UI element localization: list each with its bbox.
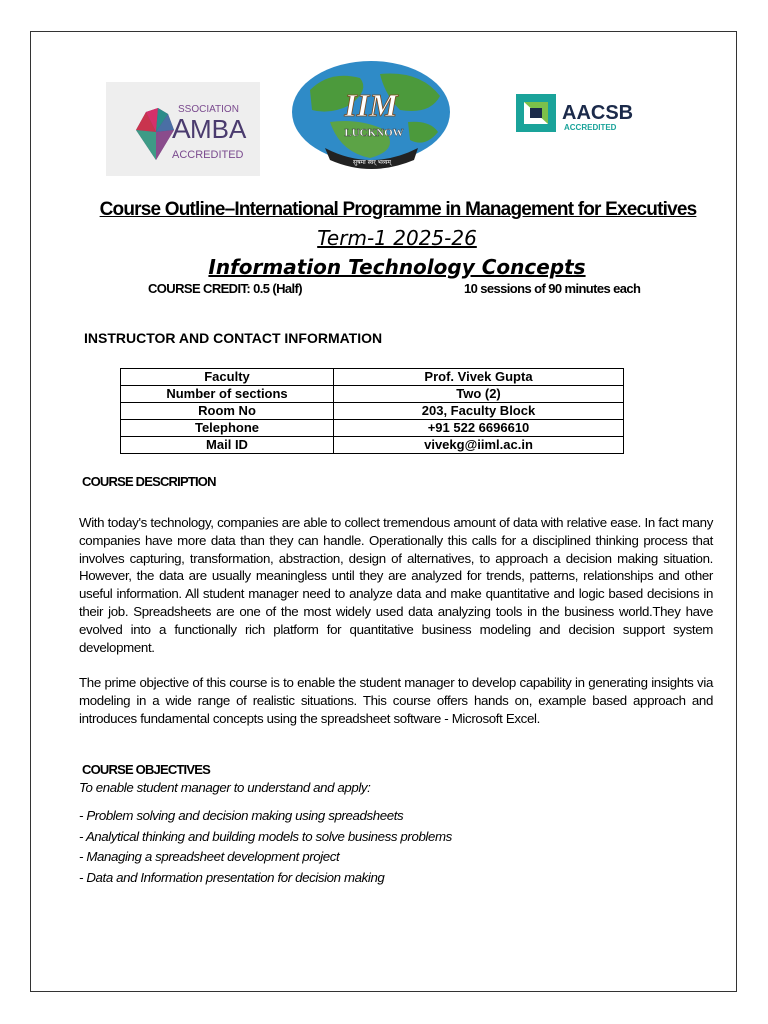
- table-row: [121, 386, 624, 403]
- table-label: Faculty: [121, 369, 334, 386]
- aacsb-name: AACSB: [562, 102, 634, 124]
- table-value: Two (2): [334, 386, 624, 403]
- table-row: [121, 420, 624, 437]
- aacsb-logo: [516, 94, 636, 134]
- iim-motto: सुषमा स्वर् भव्यम्: [353, 159, 391, 166]
- table-label: Room No: [121, 403, 334, 420]
- table-label: Telephone: [121, 420, 334, 437]
- amba-letter-a: A: [172, 113, 191, 144]
- list-item: - Problem solving and decision making using spreadsheets: [79, 808, 404, 823]
- iim-lucknow-logo: [290, 60, 452, 172]
- list-item: - Data and Information presentation for decision making: [79, 869, 385, 885]
- table-row: [121, 403, 624, 420]
- course-outline-title: Course Outline–International Programme in Management for Executives: [99, 199, 697, 220]
- table-label: Mail ID: [121, 437, 334, 454]
- amba-mba: MBA: [190, 114, 247, 144]
- iim-name: IIM: [344, 87, 398, 123]
- objectives-list: [79, 808, 452, 890]
- amba-line1: SSOCIATION: [178, 104, 239, 115]
- table-row: [121, 437, 624, 454]
- contact-table: [120, 368, 624, 454]
- description-paragraph-2: The prime objective of this course is to enable the student manager to develop capability in generating insights via modeling in a wide range of realistic situations. This course offers hands on, example based approach and introduces fundamental concepts using the spreadsheet software - Microsoft Excel.: [79, 675, 713, 726]
- amba-logo: [106, 82, 260, 176]
- course-name-title: Information Technology Concepts: [208, 255, 586, 279]
- amba-line3: ACCREDITED: [172, 149, 244, 161]
- table-label: Number of sections: [121, 386, 334, 403]
- description-paragraph-1: With today's technology, companies are able to collect tremendous amount of data with relative ease. In fact many companies have more data than they can handle. Operationally this calls for a disciplined thinking process that involves capturing, transformation, abstraction, design of alternatives, to approach a decision making situation. However, the data are usually meaningless until they are analyzed for trends, patterns, relationships and other useful information. All student manager need to analyze data and make quantitative and logic based decisions in their job. Spreadsheets are one of the most widely used data analyzing tools in the business world.They have evolved into a functionally rich platform for quantitative business modeling and decision support system development.: [79, 515, 713, 655]
- instructor-heading: INSTRUCTOR AND CONTACT INFORMATION: [84, 330, 383, 346]
- list-item: - Managing a spreadsheet development project: [79, 849, 340, 864]
- table-value: +91 522 6696610: [334, 420, 624, 437]
- term-title: Term-1 2025-26: [317, 226, 477, 250]
- list-item: - Analytical thinking and building models to solve business problems: [79, 828, 452, 844]
- iim-city: LUCKNOW: [344, 127, 404, 139]
- table-value: Prof. Vivek Gupta: [334, 369, 624, 386]
- course-credit: COURSE CREDIT: 0.5 (Half): [148, 281, 303, 296]
- aacsb-sub: ACCREDITED: [564, 123, 617, 132]
- table-value: 203, Faculty Block: [334, 403, 624, 420]
- objectives-intro: To enable student manager to understand and apply:: [79, 780, 371, 795]
- objectives-heading: COURSE OBJECTIVES: [82, 762, 210, 777]
- table-row: [121, 369, 624, 386]
- sessions-info: 10 sessions of 90 minutes each: [464, 281, 641, 296]
- description-heading: COURSE DESCRIPTION: [82, 474, 216, 489]
- table-value: vivekg@iiml.ac.in: [334, 437, 624, 454]
